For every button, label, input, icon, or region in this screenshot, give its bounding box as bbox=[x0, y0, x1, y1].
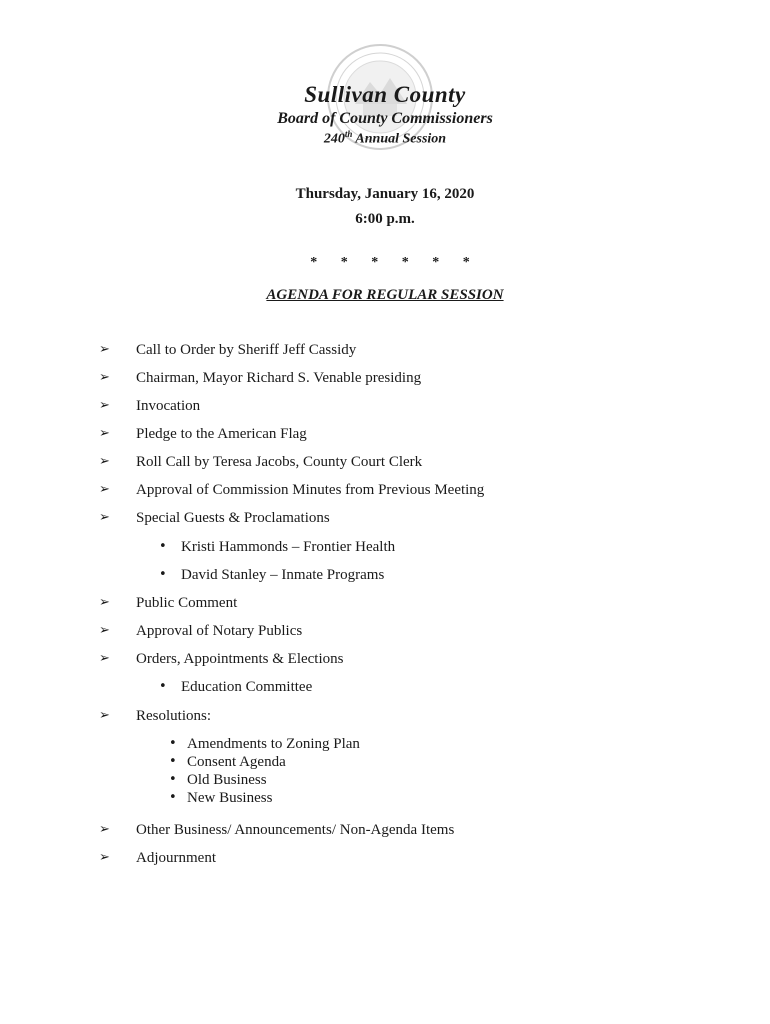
agenda-subitem-label: Amendments to Zoning Plan bbox=[187, 736, 360, 752]
agenda-subitem-label: David Stanley – Inmate Programs bbox=[181, 567, 385, 583]
bullet-dot-icon: • bbox=[169, 772, 177, 787]
session-ordinal-suffix: th bbox=[344, 129, 353, 139]
agenda-subitem bbox=[0, 736, 770, 756]
agenda-item bbox=[0, 342, 770, 364]
agenda-subitem bbox=[0, 679, 770, 699]
separator-stars: * * * * * * bbox=[310, 255, 480, 270]
agenda-subitem bbox=[0, 790, 770, 810]
agenda-item-label: Public Comment bbox=[136, 595, 238, 611]
agenda-item bbox=[0, 623, 770, 645]
agenda-item-label: Special Guests & Proclamations bbox=[136, 510, 330, 526]
agenda-subitem bbox=[0, 539, 770, 559]
arrow-bullet-icon: ➢ bbox=[99, 510, 110, 525]
agenda-subitem-label: New Business bbox=[187, 790, 273, 806]
bullet-dot-icon: • bbox=[159, 539, 167, 554]
agenda-subitem bbox=[0, 567, 770, 587]
session-label: Annual Session bbox=[352, 131, 447, 147]
county-title: Sullivan County bbox=[304, 82, 466, 107]
agenda-item-label: Call to Order by Sheriff Jeff Cassidy bbox=[136, 342, 357, 358]
bullet-dot-icon: • bbox=[159, 679, 167, 694]
agenda-item bbox=[0, 850, 770, 872]
arrow-bullet-icon: ➢ bbox=[99, 426, 110, 441]
agenda-item bbox=[0, 398, 770, 420]
agenda-item bbox=[0, 426, 770, 448]
session-number: 240 bbox=[323, 131, 345, 147]
agenda-item-label: Pledge to the American Flag bbox=[136, 426, 307, 442]
meeting-time: 6:00 p.m. bbox=[355, 211, 415, 227]
arrow-bullet-icon: ➢ bbox=[99, 482, 110, 497]
bullet-dot-icon: • bbox=[159, 567, 167, 582]
arrow-bullet-icon: ➢ bbox=[99, 370, 110, 385]
agenda-item-label: Orders, Appointments & Elections bbox=[136, 651, 344, 667]
board-name: Board of County Commissioners bbox=[277, 110, 493, 127]
arrow-bullet-icon: ➢ bbox=[99, 595, 110, 610]
agenda-subitem-label: Education Committee bbox=[181, 679, 313, 695]
arrow-bullet-icon: ➢ bbox=[99, 651, 110, 666]
agenda-item-label: Chairman, Mayor Richard S. Venable presiding bbox=[136, 370, 422, 386]
session-line bbox=[0, 129, 770, 148]
arrow-bullet-icon: ➢ bbox=[99, 822, 110, 837]
agenda-subitem bbox=[0, 754, 770, 774]
agenda-item-label: Adjournment bbox=[136, 850, 216, 866]
arrow-bullet-icon: ➢ bbox=[99, 454, 110, 469]
arrow-bullet-icon: ➢ bbox=[99, 623, 110, 638]
agenda-item bbox=[0, 510, 770, 532]
agenda-item bbox=[0, 595, 770, 617]
arrow-bullet-icon: ➢ bbox=[99, 398, 110, 413]
bullet-dot-icon: • bbox=[169, 790, 177, 805]
agenda-heading: AGENDA FOR REGULAR SESSION bbox=[266, 287, 504, 303]
agenda-item bbox=[0, 482, 770, 504]
agenda-item-label: Approval of Notary Publics bbox=[136, 623, 303, 639]
agenda-subitem-label: Old Business bbox=[187, 772, 267, 788]
meeting-date: Thursday, January 16, 2020 bbox=[295, 186, 475, 202]
agenda-item-label: Roll Call by Teresa Jacobs, County Court Clerk bbox=[136, 454, 423, 470]
bullet-dot-icon: • bbox=[169, 736, 177, 751]
agenda-item bbox=[0, 651, 770, 673]
agenda-subitem-label: Consent Agenda bbox=[187, 754, 286, 770]
agenda-item bbox=[0, 454, 770, 476]
arrow-bullet-icon: ➢ bbox=[99, 850, 110, 865]
arrow-bullet-icon: ➢ bbox=[99, 342, 110, 357]
agenda-item-label: Resolutions: bbox=[136, 708, 212, 724]
agenda-item bbox=[0, 370, 770, 392]
agenda-subitem-label: Kristi Hammonds – Frontier Health bbox=[181, 539, 396, 555]
agenda-item bbox=[0, 708, 770, 730]
arrow-bullet-icon: ➢ bbox=[99, 708, 110, 723]
agenda-item-label: Approval of Commission Minutes from Previous Meeting bbox=[136, 482, 485, 498]
agenda-item bbox=[0, 822, 770, 844]
agenda-item-label: Other Business/ Announcements/ Non-Agenda Items bbox=[136, 822, 455, 838]
agenda-item-label: Invocation bbox=[136, 398, 201, 414]
agenda-subitem bbox=[0, 772, 770, 792]
bullet-dot-icon: • bbox=[169, 754, 177, 769]
